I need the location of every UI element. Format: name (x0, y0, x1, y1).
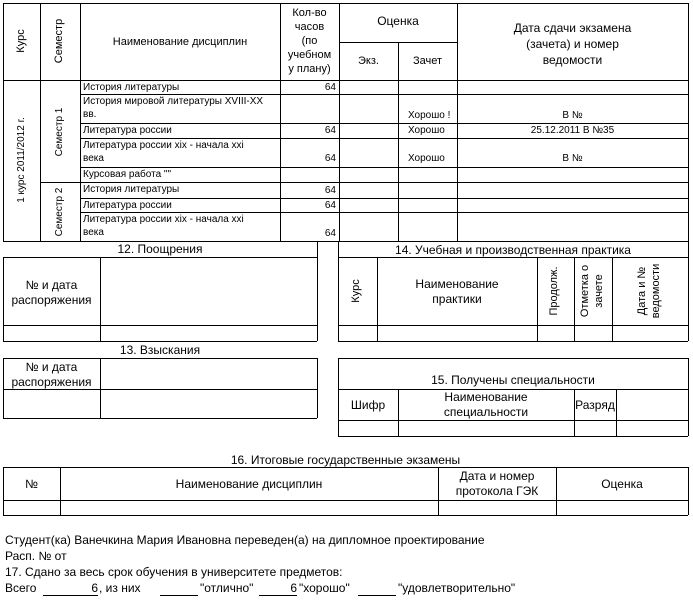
discipline-name: Литература россии xix - начала xxi (83, 140, 244, 151)
order-text: Расп. № от (5, 549, 67, 563)
section-15-name: Наименование специальности (443, 390, 529, 419)
section-16-date: Дата и номер протокола ГЭК (455, 469, 539, 498)
section-14-name: Наименование практики (415, 277, 499, 306)
discipline-name: Литература россии (83, 125, 172, 136)
discipline-name: Курсовая работа "" (83, 169, 172, 180)
section-14-date: Дата и № ведомости (636, 263, 662, 319)
section-12-col-order: № и дата распоряжения (11, 278, 92, 307)
transfer-text: Студент(ка) Ванечкина Мария Ивановна переведен(а) на дипломное проектирование (5, 533, 485, 547)
discipline-name: Литература россии (83, 200, 172, 211)
discipline-name-cont: вв. (83, 109, 97, 120)
hours-value: 64 (324, 200, 336, 211)
section-14-title: 14. Учебная и производственная практика (395, 243, 631, 257)
header-date: Дата сдачи экзамена (зачета) и номер ведомости (513, 21, 632, 67)
section-15-code: Шифр (350, 398, 386, 412)
discipline-name: История литературы (83, 82, 180, 93)
course-label: 1 курс 2011/2012 г. (16, 117, 27, 203)
of-them-label: , из них (99, 581, 141, 595)
header-grade: Оценка (377, 14, 419, 28)
hours-value: 64 (324, 153, 336, 164)
satisfactory-value (358, 582, 396, 596)
discipline-name: История мировой литературы XVIII-XX (83, 96, 264, 107)
discipline-name-cont: века (83, 153, 104, 164)
header-exam: Экз. (358, 55, 379, 67)
section-15-title: 15. Получены специальности (431, 373, 595, 387)
section-13-col-order: № и дата распоряжения (11, 360, 92, 389)
excellent-value (160, 582, 198, 596)
total-label: Всего (5, 581, 37, 595)
section-16-title: 16. Итоговые государственные экзамены (230, 453, 461, 467)
section-16-grade: Оценка (601, 477, 643, 491)
section-16-name: Наименование дисциплин (175, 477, 323, 491)
satisfactory-label: "удовлетворительно" (398, 581, 516, 595)
discipline-name: История литературы (83, 184, 180, 195)
header-hours: Кол-во часов (по учебном у плану) (287, 7, 332, 75)
discipline-name: Литература россии xix - начала xxi (83, 214, 244, 225)
header-course: Курс (15, 29, 27, 53)
header-credit: Зачет (412, 55, 443, 67)
hours-value: 64 (324, 125, 336, 136)
semester2-label: Семестр 2 (54, 187, 65, 237)
header-discipline: Наименование дисциплин (112, 36, 248, 48)
credit-value: Хорошо ! (408, 110, 451, 121)
section-16-num: № (25, 477, 38, 491)
credit-value: Хорошо (408, 125, 445, 136)
header-semester: Семестр (53, 18, 65, 64)
credit-value: Хорошо (408, 153, 445, 164)
date-value: В № (562, 153, 583, 164)
excellent-label: "отлично" (200, 581, 254, 595)
discipline-name-cont: века (83, 227, 104, 238)
section-13-title: 13. Взыскания (119, 343, 201, 357)
good-label: "хорошо" (299, 581, 350, 595)
section-14-duration: Продолж. (548, 266, 560, 316)
date-value: В № (562, 110, 583, 121)
hours-value: 64 (324, 82, 336, 93)
section-14-course: Курс (350, 279, 362, 303)
date-value: 25.12.2011 В №35 (530, 125, 615, 136)
section-17-title: 17. Сдано за весь срок обучения в университете предметов: (5, 565, 343, 579)
good-value: 6 (259, 582, 297, 596)
section-14-mark: Отметка о зачете (579, 264, 605, 318)
section-15-rank: Разряд (575, 398, 615, 412)
total-value: 6 (43, 582, 98, 596)
semester1-label: Семестр 1 (54, 107, 65, 157)
section-12-title: 12. Поощрения (117, 242, 203, 256)
hours-value: 64 (324, 228, 336, 239)
hours-value: 64 (324, 185, 336, 196)
